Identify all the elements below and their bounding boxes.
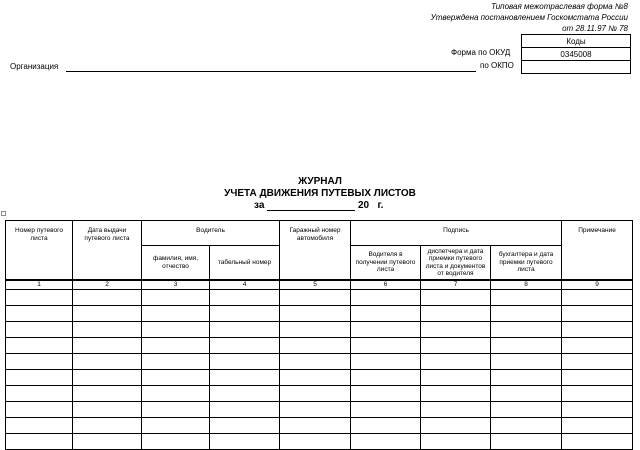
table-cell[interactable] [491, 322, 562, 338]
period-year: 20 [357, 200, 370, 211]
table-cell[interactable] [491, 370, 562, 386]
table-cell[interactable] [280, 338, 351, 354]
table-cell[interactable] [6, 322, 73, 338]
table-cell[interactable] [351, 306, 421, 322]
title-line2: УЧЕТА ДВИЖЕНИЯ ПУТЕВЫХ ЛИСТОВ [224, 188, 416, 199]
table-cell[interactable] [210, 306, 280, 322]
table-cell[interactable] [421, 290, 491, 306]
column-numbers-row [6, 280, 633, 290]
table-cell[interactable] [351, 322, 421, 338]
table-cell[interactable] [73, 322, 142, 338]
period-line [254, 200, 383, 211]
table-row [6, 322, 633, 338]
table-cell[interactable] [142, 418, 210, 434]
table-cell[interactable] [73, 306, 142, 322]
col-sig-dispatcher: диспетчера и дата приемки путевого листа и документов от водителя [421, 246, 491, 281]
table-cell[interactable] [210, 322, 280, 338]
table-cell[interactable] [142, 402, 210, 418]
table-cell[interactable] [73, 354, 142, 370]
table-cell[interactable] [351, 386, 421, 402]
table-cell[interactable] [280, 306, 351, 322]
organization-label: Организация [10, 62, 59, 71]
table-cell[interactable] [73, 386, 142, 402]
table-cell[interactable] [491, 354, 562, 370]
okud-value[interactable]: 0345008 [522, 48, 631, 61]
table-cell[interactable] [562, 370, 633, 386]
table-cell[interactable] [280, 354, 351, 370]
table-cell[interactable] [142, 338, 210, 354]
table-cell[interactable] [280, 322, 351, 338]
col-number: 7 [421, 280, 491, 290]
table-cell[interactable] [142, 386, 210, 402]
table-cell[interactable] [562, 338, 633, 354]
table-cell[interactable] [491, 386, 562, 402]
table-cell[interactable] [6, 306, 73, 322]
table-cell[interactable] [142, 434, 210, 450]
table-cell[interactable] [142, 322, 210, 338]
table-cell[interactable] [210, 354, 280, 370]
col-driver-number: табельный номер [210, 246, 280, 281]
table-row [6, 354, 633, 370]
col-driver: Водитель [142, 221, 280, 246]
period-prefix: за [254, 200, 265, 211]
okud-label: Форма по ОКУД [451, 48, 511, 57]
table-cell[interactable] [562, 306, 633, 322]
col-number: 2 [73, 280, 142, 290]
table-cell[interactable] [210, 418, 280, 434]
table-cell[interactable] [280, 386, 351, 402]
table-cell[interactable] [73, 418, 142, 434]
col-number: 5 [280, 280, 351, 290]
table-cell[interactable] [421, 338, 491, 354]
col-number: 4 [210, 280, 280, 290]
col-driver-name: фамилия, имя, отчество [142, 246, 210, 281]
table-cell[interactable] [562, 402, 633, 418]
table-cell[interactable] [6, 370, 73, 386]
table-row [6, 306, 633, 322]
col-waybill: Номер путевого листа [6, 221, 73, 281]
table-cell[interactable] [491, 434, 562, 450]
table-cell[interactable] [491, 402, 562, 418]
table-cell[interactable] [6, 434, 73, 450]
table-row [6, 290, 633, 306]
table-cell[interactable] [351, 418, 421, 434]
table-cell[interactable] [210, 370, 280, 386]
col-signature: Подпись [351, 221, 562, 246]
table-cell[interactable] [210, 290, 280, 306]
table-cell[interactable] [562, 418, 633, 434]
table-cell[interactable] [491, 306, 562, 322]
col-number: 8 [491, 280, 562, 290]
table-cell[interactable] [351, 290, 421, 306]
table-cell[interactable] [491, 290, 562, 306]
table-cell[interactable] [73, 434, 142, 450]
approval-date: от 28.11.97 № 78 [562, 24, 628, 33]
cell-marker [1, 211, 6, 216]
table-cell[interactable] [73, 290, 142, 306]
table-cell[interactable] [562, 434, 633, 450]
col-number: 9 [562, 280, 633, 290]
col-note: Примечание [562, 221, 633, 281]
table-cell[interactable] [142, 370, 210, 386]
col-issue-date: Дата выдачи путевого листа [73, 221, 142, 281]
table-cell[interactable] [491, 338, 562, 354]
codes-table [521, 34, 631, 74]
table-cell[interactable] [210, 402, 280, 418]
table-cell[interactable] [351, 370, 421, 386]
okpo-label: по ОКПО [480, 61, 514, 70]
col-number: 3 [142, 280, 210, 290]
table-cell[interactable] [210, 386, 280, 402]
table-cell[interactable] [280, 290, 351, 306]
table-cell[interactable] [421, 434, 491, 450]
table-cell[interactable] [351, 434, 421, 450]
table-cell[interactable] [421, 370, 491, 386]
col-number: 1 [6, 280, 73, 290]
table-cell[interactable] [210, 434, 280, 450]
table-cell[interactable] [421, 306, 491, 322]
table-cell[interactable] [6, 338, 73, 354]
table-cell[interactable] [6, 402, 73, 418]
table-row [6, 386, 633, 402]
table-cell[interactable] [142, 306, 210, 322]
table-row [6, 338, 633, 354]
table-cell[interactable] [6, 418, 73, 434]
table-cell[interactable] [73, 370, 142, 386]
table-cell[interactable] [562, 386, 633, 402]
codes-header: Коды [522, 35, 631, 48]
table-cell[interactable] [280, 418, 351, 434]
table-row [6, 418, 633, 434]
table-cell[interactable] [351, 402, 421, 418]
table-cell[interactable] [73, 338, 142, 354]
col-garage: Гаражный номер автомобиля [280, 221, 351, 281]
table-row [6, 434, 633, 450]
table-cell[interactable] [280, 370, 351, 386]
period-suffix: г. [377, 200, 384, 211]
table-cell[interactable] [6, 386, 73, 402]
table-cell[interactable] [280, 434, 351, 450]
table-cell[interactable] [6, 290, 73, 306]
table-cell[interactable] [562, 354, 633, 370]
okpo-value[interactable] [522, 61, 631, 74]
table-cell[interactable] [491, 418, 562, 434]
table-cell[interactable] [421, 322, 491, 338]
approval-note: Утверждена постановлением Госкомстата России [430, 13, 628, 22]
table-cell[interactable] [210, 338, 280, 354]
table-cell[interactable] [421, 402, 491, 418]
col-sig-driver: Водителя в получении путевого листа [351, 246, 421, 281]
period-field[interactable] [267, 201, 355, 211]
form-type: Типовая межотраслевая форма №8 [491, 2, 628, 11]
table-cell[interactable] [142, 354, 210, 370]
table-cell[interactable] [280, 402, 351, 418]
table-cell[interactable] [421, 354, 491, 370]
col-sig-accountant: бухгалтера и дата приемки путевого листа [491, 246, 562, 281]
table-cell[interactable] [73, 402, 142, 418]
journal-table [5, 220, 633, 450]
table-cell[interactable] [421, 418, 491, 434]
table-cell[interactable] [351, 354, 421, 370]
title-line1: ЖУРНАЛ [298, 176, 342, 187]
table-cell[interactable] [142, 290, 210, 306]
table-cell[interactable] [421, 386, 491, 402]
col-number: 6 [351, 280, 421, 290]
table-cell[interactable] [6, 354, 73, 370]
organization-field[interactable] [66, 71, 476, 72]
table-cell[interactable] [562, 322, 633, 338]
table-cell[interactable] [351, 338, 421, 354]
table-row [6, 402, 633, 418]
table-row [6, 370, 633, 386]
table-cell[interactable] [562, 290, 633, 306]
